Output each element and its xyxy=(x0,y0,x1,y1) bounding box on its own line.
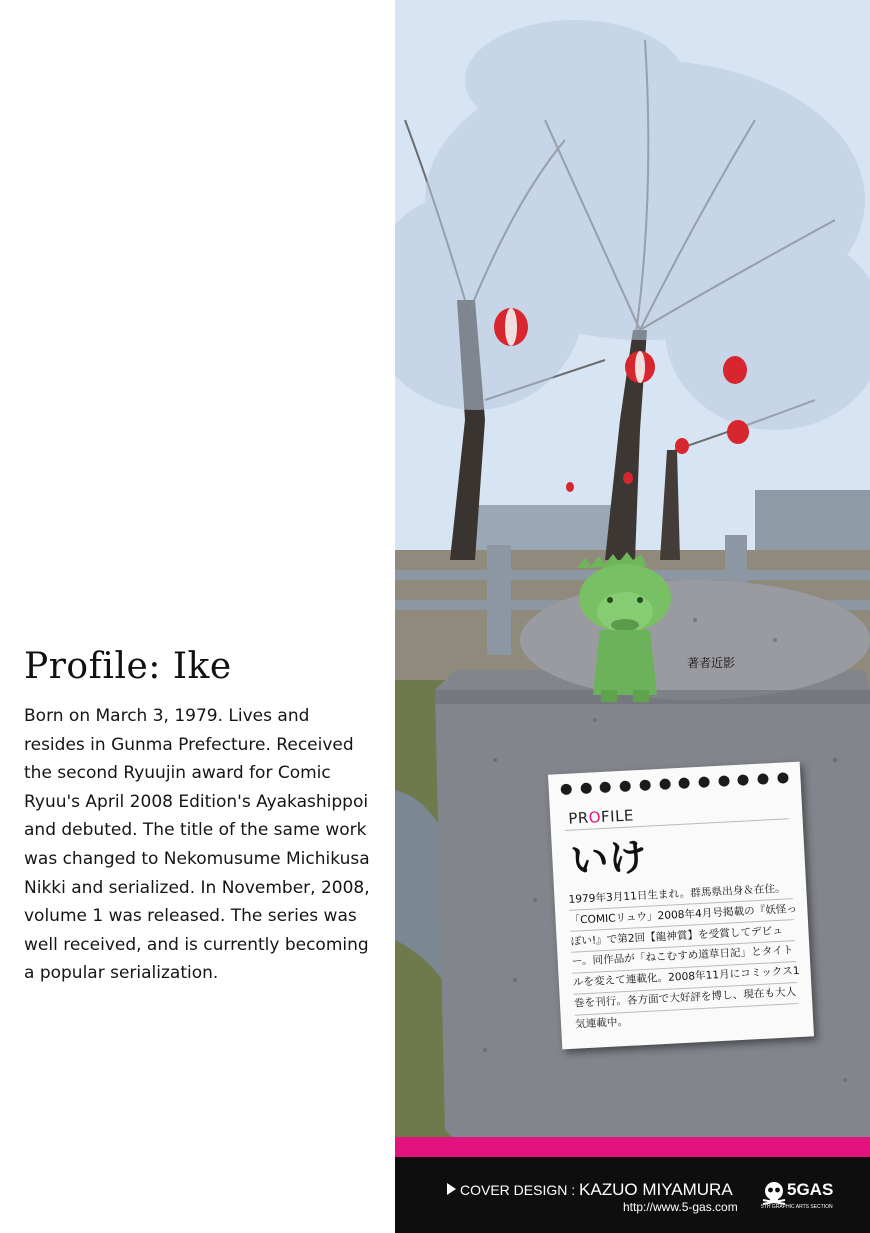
hole-icon xyxy=(620,780,632,792)
photo-caption: 著者近影 xyxy=(687,656,736,670)
hole-icon xyxy=(679,777,691,789)
profile-card xyxy=(548,762,814,1050)
hole-icon xyxy=(738,774,750,786)
designer-url[interactable]: http://www.5-gas.com xyxy=(623,1200,738,1214)
skull-icon xyxy=(761,1180,787,1206)
card-label: PROFILE xyxy=(567,806,635,828)
card-name: いけ xyxy=(569,834,648,883)
hole-icon xyxy=(659,778,671,790)
binder-holes xyxy=(560,772,789,802)
cover-design-credit: COVER DESIGN : KAZUO MIYAMURA xyxy=(447,1180,733,1200)
hole-icon xyxy=(580,783,592,795)
left-panel xyxy=(0,0,395,1233)
photo-scene xyxy=(395,0,870,1233)
profile-title: Profile: Ike xyxy=(24,646,232,687)
profile-body: Born on March 3, 1979. Lives and resides in Gunma Prefecture. Received the second Ryuujin award for Comic Ryuu's April 2008 Edition's Ayakashippoi and debuted. The title of the same work was changed to Nekomusume Michikusa Nikki and serialized. In November, 2008, volume 1 was released. The series was well received, and is currently becoming a popular serialization. xyxy=(24,706,370,984)
hole-icon xyxy=(698,776,710,788)
triangle-icon xyxy=(447,1183,456,1195)
author-photo xyxy=(395,0,870,1233)
5gas-logo: 5GAS 5ТН GRAPHIC ARTS SECTION xyxy=(761,1180,834,1210)
hole-icon xyxy=(639,779,651,791)
card-text: 1979年3月11日生まれ。群馬県出身＆在住。「COMICリュウ」2008年4月号掲載の『妖怪っぽい!』で第2回【龍神賞】を受賞してデビュー。同作品が「ねこむすめ道草日記」とタイトルを変えて連載化。2008年11月にコミックス1巻を刊行。各方面で大好評を博し、現在も大人気連載中。 xyxy=(568,882,800,1031)
hole-icon xyxy=(777,772,789,784)
hole-icon xyxy=(718,775,730,787)
hole-icon xyxy=(757,773,769,785)
accent-band xyxy=(395,1137,870,1157)
hole-icon xyxy=(600,782,612,794)
hole-icon xyxy=(560,784,572,796)
